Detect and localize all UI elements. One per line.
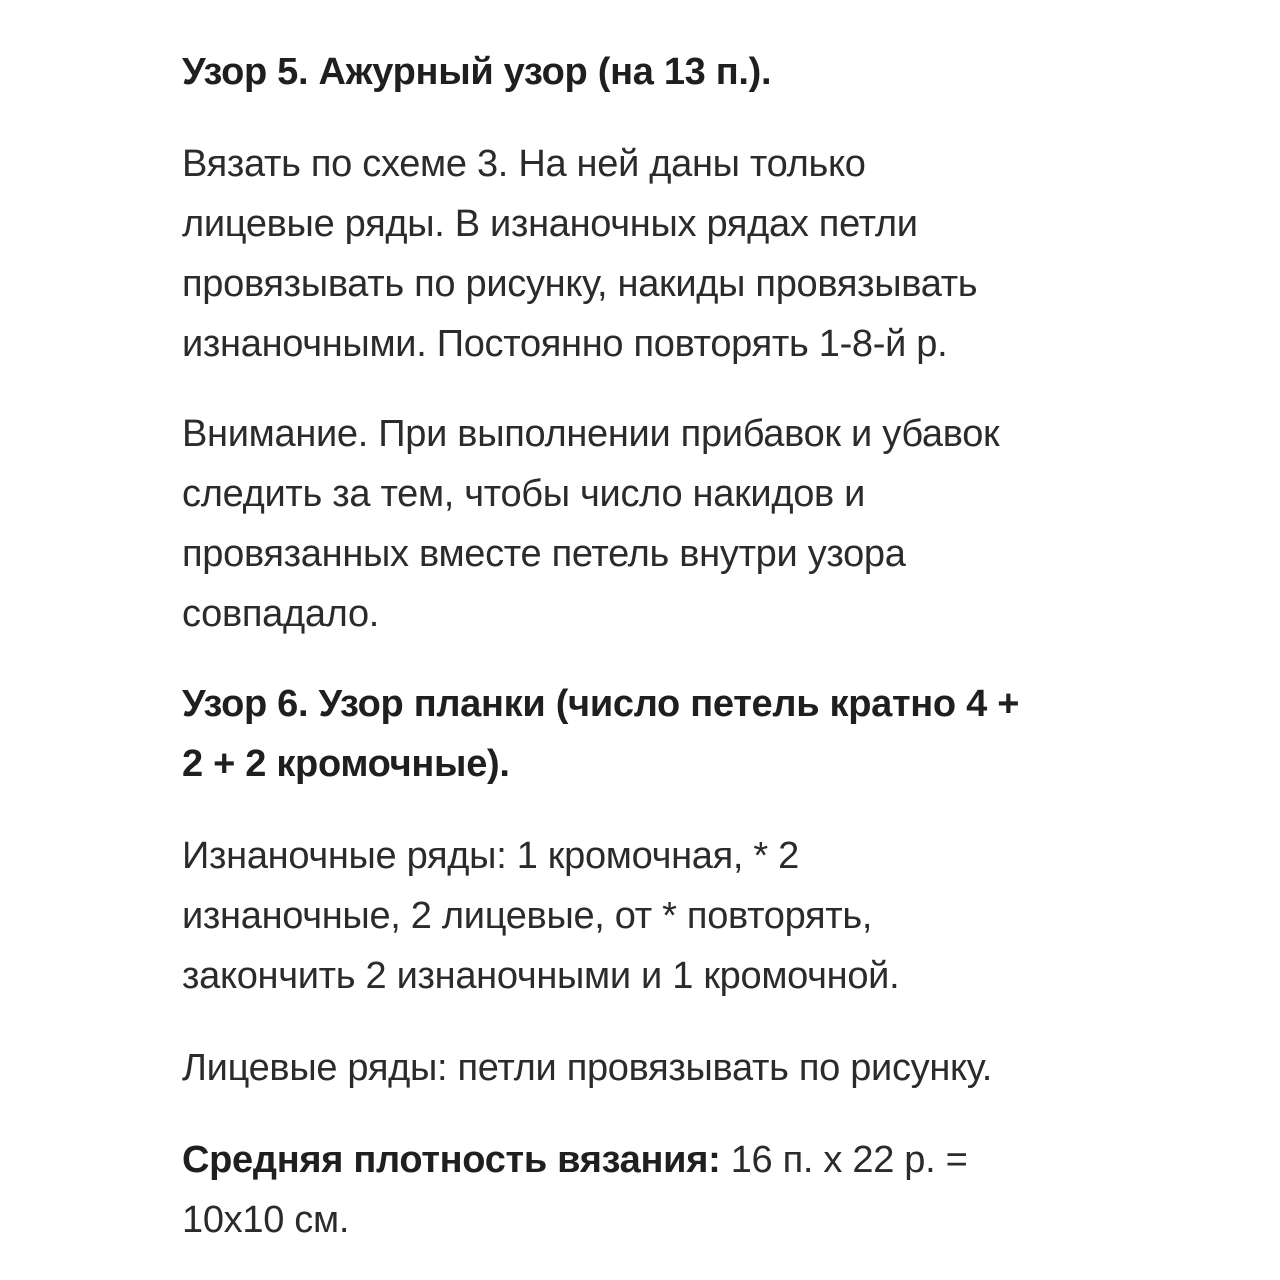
paragraph-line: Лицевые ряды: петли провязывать по рисунку.	[182, 1047, 992, 1089]
pattern5-heading: Узор 5. Ажурный узор (на 13 п.).	[182, 51, 772, 93]
paragraph-line: следить за тем, чтобы число накидов и	[182, 473, 866, 515]
gauge-paragraph	[182, 1130, 1150, 1250]
pattern6-heading	[182, 674, 1150, 794]
knit-rows-paragraph	[182, 1038, 1150, 1098]
paragraph-line: изнаночные, 2 лицевые, от * повторять,	[182, 895, 873, 937]
gauge-line	[182, 1130, 1150, 1190]
paragraph-line: совпадало.	[182, 593, 380, 635]
purl-rows-paragraph	[182, 826, 1150, 1006]
paragraph-line: закончить 2 изнаночными и 1 кромочной.	[182, 955, 900, 997]
gauge-value: 16 п. х 22 р. =	[720, 1139, 968, 1181]
paragraph-line: лицевые ряды. В изнаночных рядах петли	[182, 203, 918, 245]
paragraph-line: Вязать по схеме 3. На ней даны только	[182, 143, 866, 185]
attention-paragraph	[182, 404, 1150, 644]
paragraph-line: провязывать по рисунку, накиды провязывать	[182, 263, 978, 305]
pattern5-section	[182, 42, 1150, 102]
heading-line: 2 + 2 кромочные).	[182, 743, 510, 785]
gauge-value-line2: 10х10 см.	[182, 1199, 350, 1241]
gauge-label: Средняя плотность вязания:	[182, 1139, 721, 1181]
paragraph-line: изнаночными. Постоянно повторять 1-8-й р.	[182, 323, 948, 365]
paragraph-line: Внимание. При выполнении прибавок и убавок	[182, 413, 1000, 455]
paragraph-line: Изнаночные ряды: 1 кромочная, * 2	[182, 835, 800, 877]
pattern5-paragraph	[182, 134, 1150, 374]
paragraph-line: провязанных вместе петель внутри узора	[182, 533, 906, 575]
heading-line: Узор 6. Узор планки (число петель кратно 4 +	[182, 683, 1020, 725]
